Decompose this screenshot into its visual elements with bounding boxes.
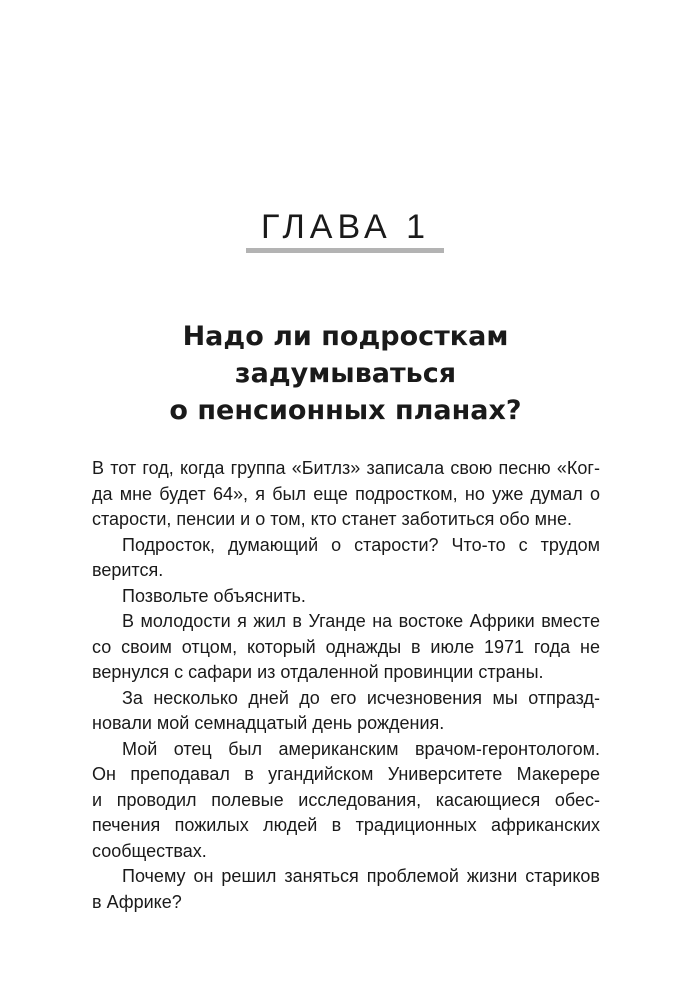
text-line: За несколько дней до его исчезновения мы отпразд- [122, 687, 600, 708]
text-line: и проводил полевые исследования, касающиеся обес- [92, 789, 600, 810]
text-line: Он преподавал в угандийском Университете Макерере [92, 764, 600, 784]
text-line: В тот год, когда группа «Битлз» записала свою песню «Ког- [92, 458, 600, 478]
chapter-title-line: задумываться [234, 358, 457, 389]
text-line: Почему он решил заняться проблемой жизни стариков [122, 866, 600, 886]
paragraph [92, 533, 600, 584]
text-line: новали мой семнадцатый день рождения. [92, 713, 445, 733]
paragraph [92, 609, 600, 686]
text-line: вернулся с сафари из отдаленной провинции страны. [92, 662, 544, 682]
text-line: в Африке? [92, 891, 182, 912]
text-line: печения пожилых людей в традиционных африканских [92, 815, 600, 835]
text-line: сообществах. [92, 840, 207, 861]
paragraph [92, 584, 600, 610]
text-line: Подросток, думающий о старости? Что-то с трудом [122, 534, 600, 555]
text-line: верится. [92, 560, 164, 580]
chapter-title-line: о пенсионных планах? [169, 395, 522, 426]
text-line: да мне будет 64», я был еще подростком, но уже думал о [92, 483, 600, 504]
paragraph [92, 456, 600, 533]
paragraph [92, 864, 600, 915]
chapter-title [0, 318, 691, 429]
text-line: со своим отцом, который однажды в июле 1971 года не [92, 636, 600, 657]
body-text [92, 456, 600, 915]
paragraph [92, 686, 600, 737]
chapter-label: ГЛАВА 1 [260, 208, 431, 246]
text-line: Мой отец был американским врачом-геронтологом. [122, 738, 600, 759]
paragraph [92, 737, 600, 865]
chapter-divider [246, 248, 444, 253]
text-line: Позвольте объяснить. [122, 585, 306, 606]
text-line: В молодости я жил в Уганде на востоке Африки вместе [122, 611, 600, 631]
text-line: старости, пенсии и о том, кто станет заботиться обо мне. [92, 509, 572, 529]
chapter-title-line: Надо ли подросткам [182, 321, 509, 352]
